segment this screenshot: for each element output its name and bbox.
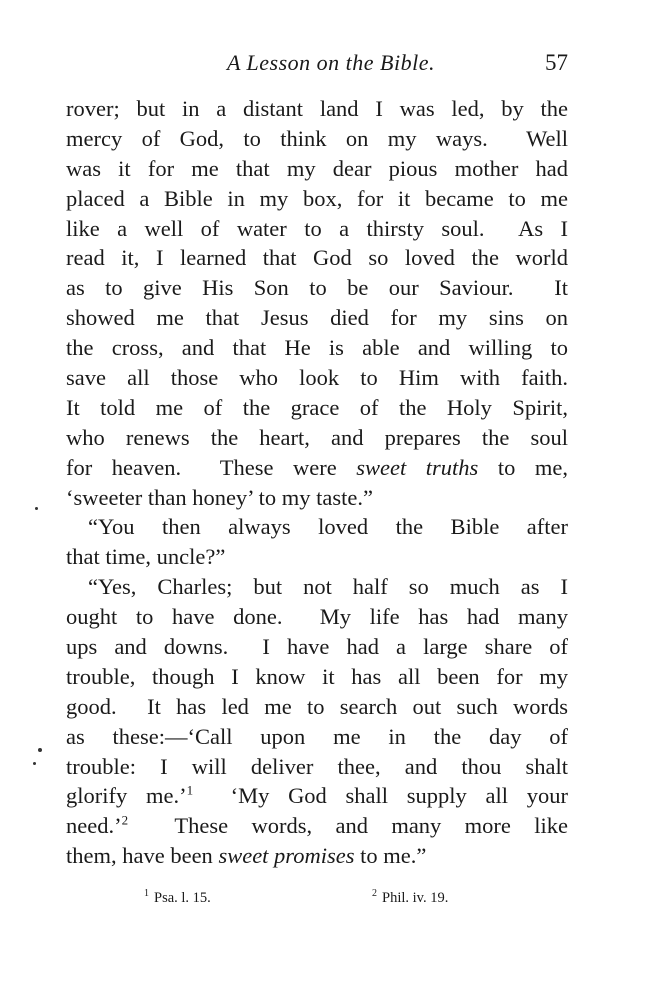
text-line xyxy=(66,542,568,572)
emphasis-text: sweet promises xyxy=(218,843,355,869)
footnote-reference: 1 xyxy=(186,782,194,798)
ink-speck xyxy=(33,762,36,765)
line-text: glorify me.’ xyxy=(66,783,187,809)
page-header xyxy=(66,50,568,80)
line-text: rover; but in a distant land I was led, by the xyxy=(66,96,568,121)
text-line xyxy=(66,184,568,214)
line-text: These words, and many more like xyxy=(128,813,568,839)
text-line xyxy=(66,722,568,752)
line-text: the cross, and that He is able and willing to xyxy=(66,335,568,361)
line-text: “You then always loved the Bible after xyxy=(88,514,568,540)
line-text: ‘My God shall supply all your xyxy=(193,783,569,809)
text-line xyxy=(66,303,568,333)
line-text: as to give His Son to be our Saviour. It xyxy=(66,275,568,301)
footnote-mark: 2 xyxy=(372,888,377,899)
text-line xyxy=(66,124,568,154)
line-text: read it, I learned that God so loved the world xyxy=(66,245,568,271)
footnotes xyxy=(66,888,568,914)
line-text: ought to have done. My life has had many xyxy=(66,604,568,630)
line-text: as these:—‘Call upon me in the day of xyxy=(66,723,568,749)
line-text: placed a Bible in my box, for it became to me xyxy=(66,185,568,211)
line-text: It told me of the grace of the Holy Spirit, xyxy=(66,394,568,420)
text-line xyxy=(66,781,568,811)
line-text: need.’ xyxy=(66,813,122,839)
text-line xyxy=(66,811,568,841)
line-text: “Yes, Charles; but not half so much as I xyxy=(88,574,568,600)
text-line xyxy=(66,662,568,692)
line-text: save all those who look to Him with faith. xyxy=(66,365,568,391)
line-text: trouble, though I know it has all been for my xyxy=(66,663,568,689)
line-text: ups and downs. I have had a large share of xyxy=(66,634,568,660)
line-text: them, have been xyxy=(66,843,219,869)
line-text: that time, uncle?” xyxy=(66,544,226,570)
ink-speck xyxy=(35,507,38,510)
text-line xyxy=(66,512,568,542)
line-text: to me, xyxy=(478,454,568,480)
footnote-1 xyxy=(144,888,211,907)
text-line xyxy=(66,243,568,273)
text-line xyxy=(66,453,568,483)
line-text: mercy of God, to think on my ways. Well xyxy=(66,125,568,151)
line-text: was it for me that my dear pious mother had xyxy=(66,155,568,181)
ink-speck xyxy=(38,748,42,752)
text-line xyxy=(66,632,568,662)
text-line xyxy=(66,692,568,722)
text-line xyxy=(66,483,568,513)
line-text: showed me that Jesus died for my sins on xyxy=(66,305,568,331)
text-line xyxy=(66,273,568,303)
running-title: A Lesson on the Bible. xyxy=(227,50,435,75)
emphasis-text: sweet truths xyxy=(356,454,479,480)
text-line xyxy=(66,333,568,363)
footnote-text: Phil. iv. 19. xyxy=(382,889,449,906)
line-text: like a well of water to a thirsty soul. As I xyxy=(66,215,568,241)
footnote-2 xyxy=(372,888,448,907)
text-line xyxy=(66,393,568,423)
text-line xyxy=(66,841,568,871)
text-line xyxy=(66,214,568,244)
body-text xyxy=(66,94,568,871)
line-text: trouble: I will deliver thee, and thou shalt xyxy=(66,753,568,779)
line-text: to me.” xyxy=(354,843,427,869)
line-text: ‘sweeter than honey’ to my taste.” xyxy=(66,484,373,510)
text-line xyxy=(66,363,568,393)
footnote-text: Psa. l. 15. xyxy=(154,889,211,906)
text-line xyxy=(66,423,568,453)
text-line xyxy=(66,572,568,602)
footnote-mark: 1 xyxy=(144,888,149,899)
text-line xyxy=(66,602,568,632)
page-number: 57 xyxy=(545,50,568,75)
text-line xyxy=(66,154,568,184)
line-text: for heaven. These were xyxy=(66,454,357,480)
text-line xyxy=(66,94,568,124)
footnote-reference: 2 xyxy=(121,812,129,828)
text-line xyxy=(66,752,568,782)
line-text: good. It has led me to search out such words xyxy=(66,693,568,719)
line-text: who renews the heart, and prepares the soul xyxy=(66,424,568,450)
